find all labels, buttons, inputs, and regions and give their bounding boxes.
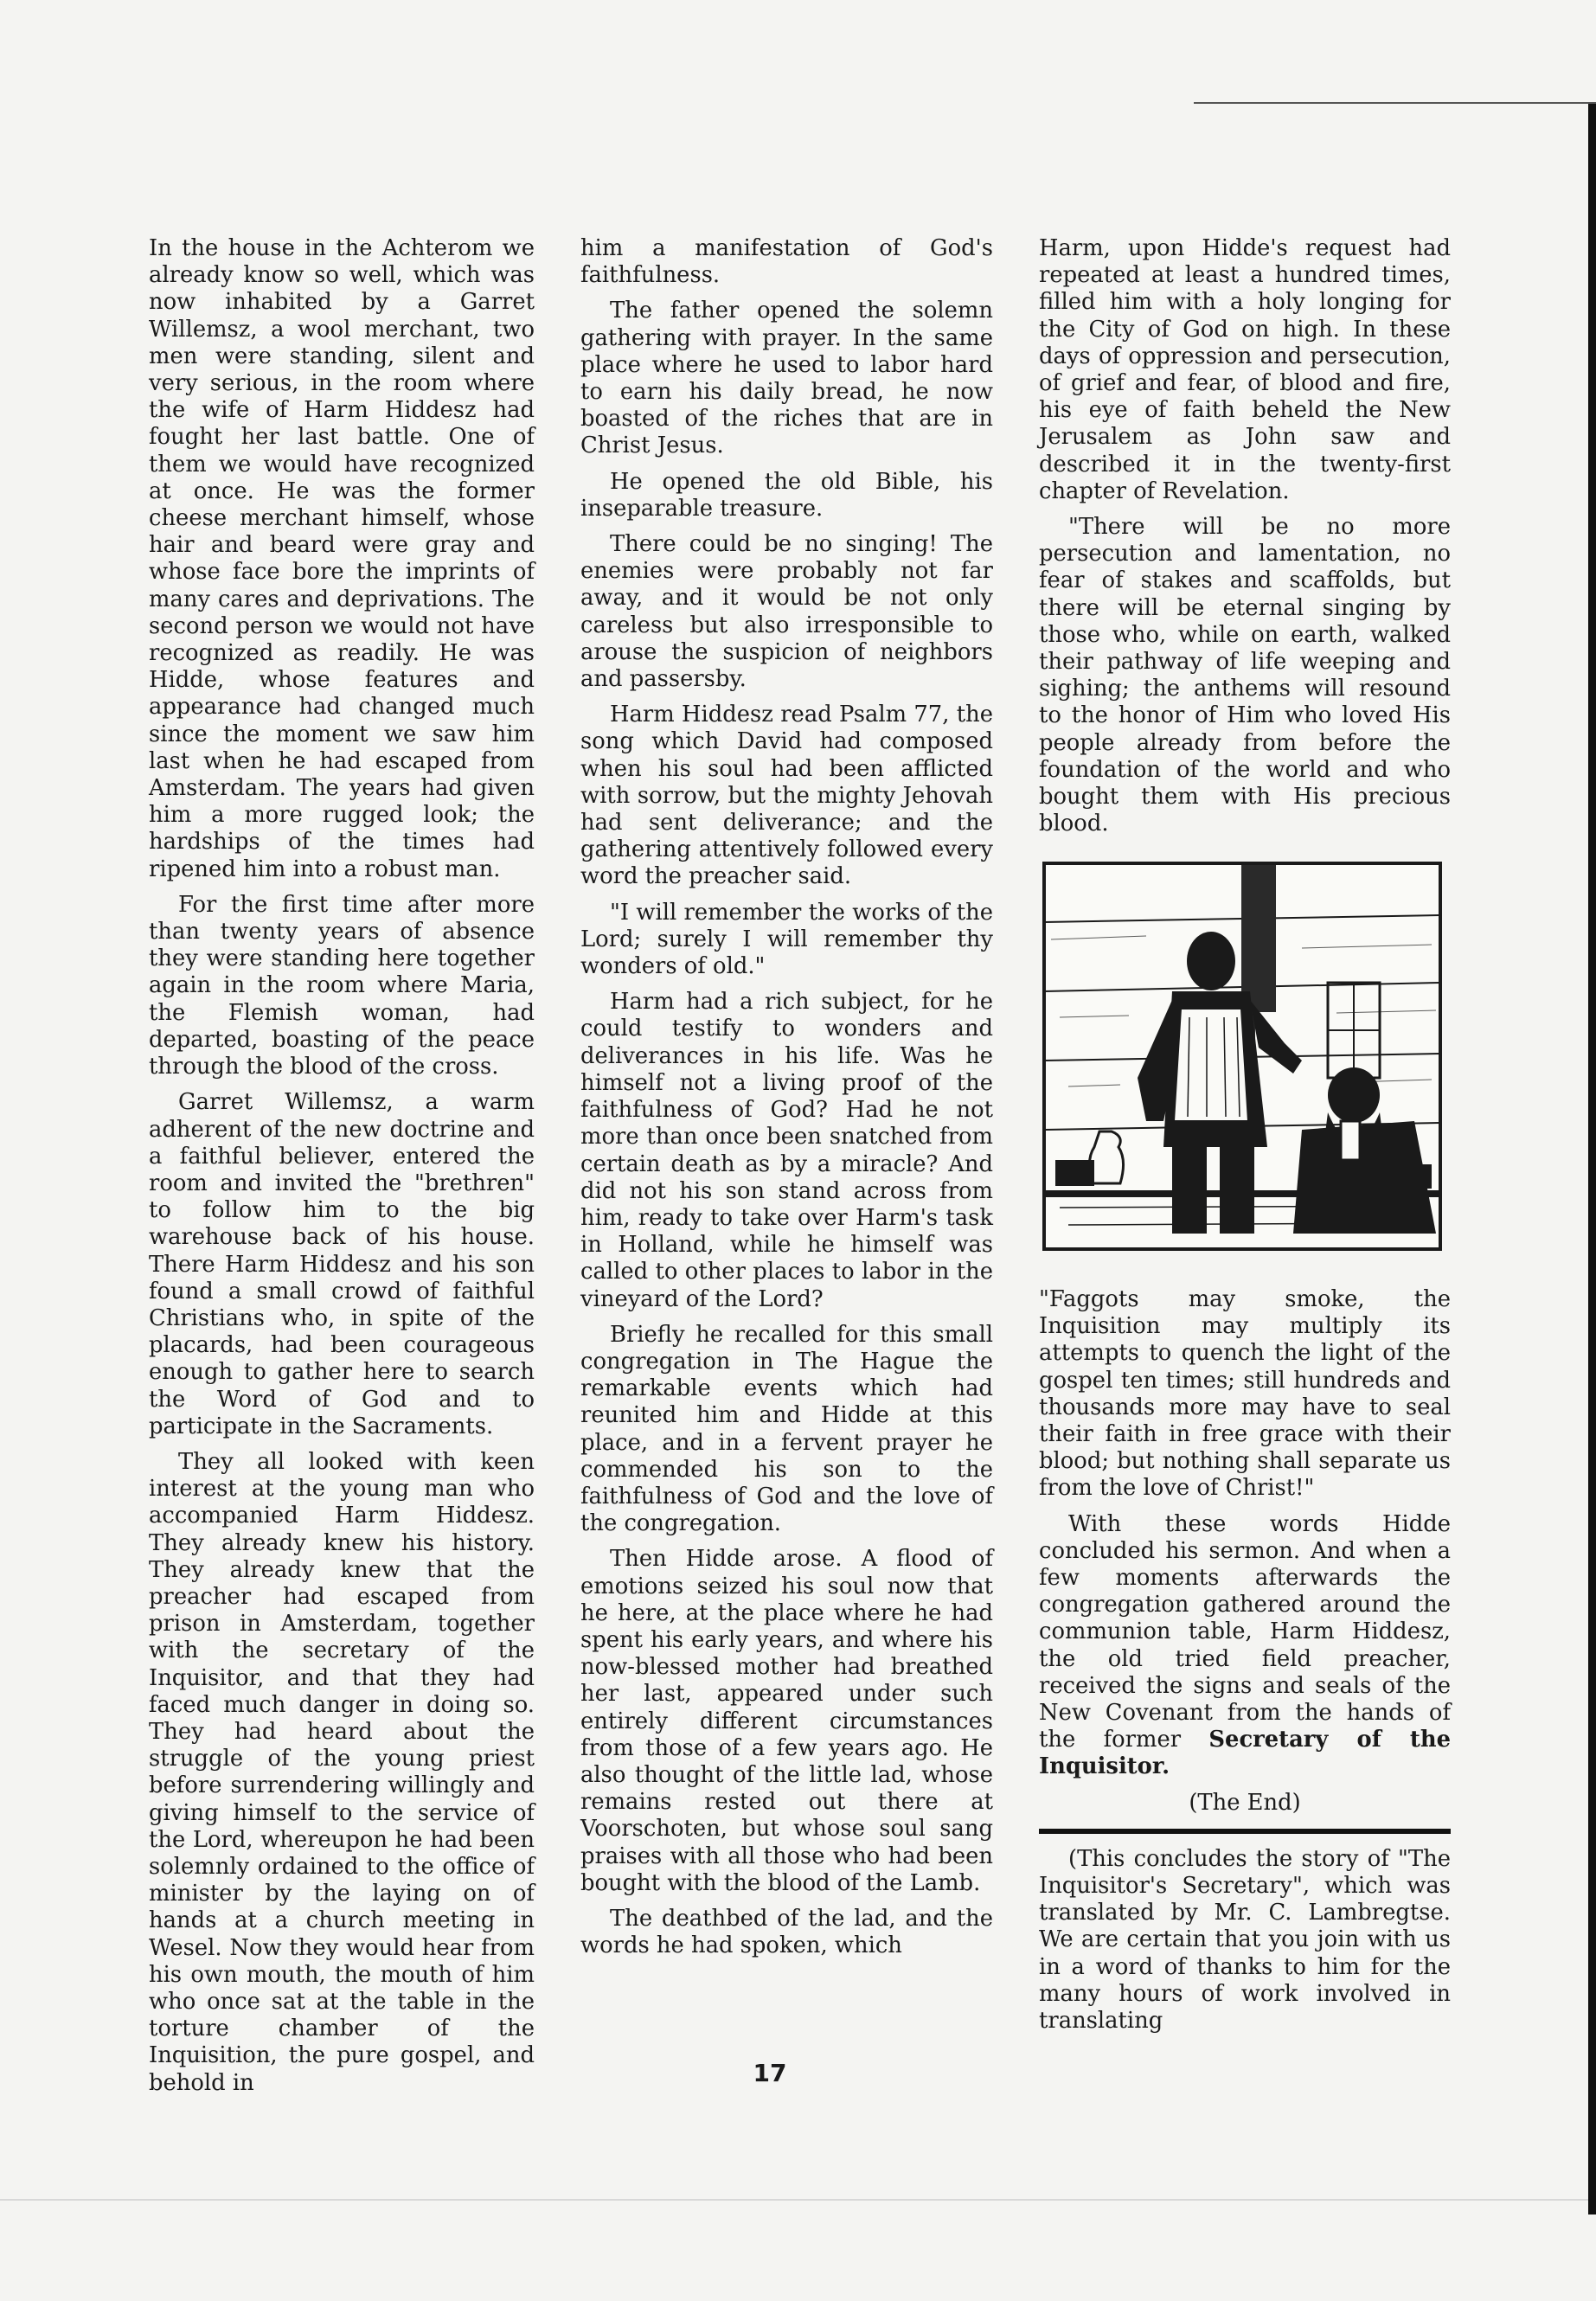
paragraph: The father opened the solemn gathering with prayer. In the same place where he used to labor hard to earn his daily bread, he now boasted of the riches that are in Christ Jesus. xyxy=(580,298,993,459)
paragraph: "I will remember the works of the Lord; surely I will remember thy wonders of old." xyxy=(580,899,993,980)
paragraph: Briefly he recalled for this small congregation in The Hague the remarkable events which had reunited him and Hidde at this place, and in a fervent prayer he commended his son to the faithfulness of God and the love of the congregation. xyxy=(580,1321,993,1537)
paragraph: The deathbed of the lad, and the words he had spoken, which xyxy=(580,1905,993,1959)
text-column-2 xyxy=(580,235,993,1968)
page-number: 17 xyxy=(753,2059,787,2087)
paragraph: There could be no singing! The enemies were probably not far away, and it would be not only careless but also irresponsible to arouse the suspicion of neighbors and passersby. xyxy=(580,531,993,693)
paragraph: He opened the old Bible, his inseparable treasure. xyxy=(580,468,993,522)
translator-note: (This concludes the story of "The Inquisitor's Secretary", which was translated by Mr. C. Lambregtse. We are certain that you join with us in a word of thanks to him for the many hours of work involved in translating xyxy=(1039,1845,1451,2035)
scan-edge-shadow xyxy=(1588,104,1596,2214)
closing-text: With these words Hidde concluded his sermon. And when a few moments afterwards the congregation gathered around the communion table, Harm Hiddesz, the old tried field preacher, received the signs and seals of the New Covenant from the hands of the former xyxy=(1039,1510,1451,1753)
paragraph: Harm had a rich subject, for he could testify to wonders and deliverances in his life. Was he himself not a living proof of the faithfulness of God? Had he not more than once been snatched from certain death as by a miracle? And did not his son stand across from him, ready to take over Harm's task in Holland, while he himself was called to other places to labor in the vineyard of the Lord? xyxy=(580,989,993,1312)
paragraph: "There will be no more persecution and lamentation, no fear of stakes and scaffolds, but there will be eternal singing by those who, while on earth, walked their pathway of life weeping and sighing; the anthems will resound to the honor of Him who loved His people already from before the foundation of the world and who bought them with His precious blood. xyxy=(1039,514,1451,837)
paragraph: They all looked with keen interest at the young man who accompanied Harm Hiddesz. They already knew his history. They already knew that the preacher had escaped from prison in Amsterdam, together with the secretary of the Inquisitor, and that they had faced much danger in doing so. They had heard about the struggle of the young priest before surrendering willingly and giving himself to the service of the Lord, whereupon he had been solemnly ordained to the office of minister by the laying on of hands at a church meeting in Wesel. Now they would hear from his own mouth, the mouth of him who once sat at the table in the torture chamber of the Inquisition, the pure gospel, and behold in xyxy=(149,1448,535,2096)
paragraph: him a manifestation of God's faithfulness. xyxy=(580,235,993,289)
paragraph: Then Hidde arose. A flood of emotions seized his soul now that he here, at the place where he had spent his early years, and where his now-blessed mother had breathed her last, appeared under such entirely different circumstances from those of a few years ago. He also thought of the little lad, whose remains rested out there at Voorschoten, but whose soul sang praises with all those who had been bought with the blood of the Lamb. xyxy=(580,1546,993,1896)
text-column-3-top xyxy=(1039,235,1451,846)
text-column-1 xyxy=(149,235,535,2106)
closing-bold-text: Secretary of the Inquisitor. xyxy=(1039,1727,1451,1780)
top-page-rule xyxy=(1194,102,1596,104)
paragraph: Garret Willemsz, a warm adherent of the new doctrine and a faithful believer, entered the room and invited the "brethren" to follow him to the big warehouse back of his house. There Harm Hiddesz and his son found a small crowd of faithful Christians who, in spite of the placards, had been courageous enough to gather here to search the Word of God and to participate in the Sacraments. xyxy=(149,1089,535,1439)
the-end-label: (The End) xyxy=(1189,1789,1301,1816)
paragraph: For the first time after more than twenty years of absence they were standing here together again in the room where Maria, the Flemish woman, had departed, boasting of the peace through the blood of the cross. xyxy=(149,891,535,1080)
paragraph: In the house in the Achterom we already know so well, which was now inhabited by a Garret Willemsz, a wool merchant, two men were standing, silent and very serious, in the room where the wife of Harm Hiddesz had fought her last battle. One of them we would have recognized at once. He was the former cheese merchant himself, whose hair and beard were gray and whose face bore the imprints of many cares and deprivations. The second person we would not have recognized as readily. He was Hidde, whose features and appearance had changed much since the moment we saw him last when he had escaped from Amsterdam. The years had given him a more rugged look; the hardships of the times had ripened him into a robust man. xyxy=(149,235,535,882)
end-rule xyxy=(1039,1829,1451,1834)
paragraph: "Faggots may smoke, the Inquisition may multiply its attempts to quench the light of the gospel ten times; still hundreds and thousands more may have to seal their faith in free grace with their blood; but nothing shall separate us from the love of Christ!" xyxy=(1039,1286,1451,1502)
bottom-page-rule xyxy=(0,2199,1588,2201)
text-column-3-bottom xyxy=(1039,1286,1451,2043)
paragraph: Harm Hiddesz read Psalm 77, the song which David had composed when his soul had been afflicted with sorrow, but the mighty Jehovah had sent deliverance; and the gathering attentively followed every word the preacher said. xyxy=(580,702,993,890)
paragraph: Harm, upon Hidde's request had repeated at least a hundred times, filled him with a holy longing for the City of God on high. In these days of oppression and persecution, of grief and fear, of blood and fire, his eye of faith beheld the New Jerusalem as John saw and described it in the twenty-first chapter of Revelation. xyxy=(1039,235,1451,504)
closing-paragraph xyxy=(1039,1511,1451,1781)
woodcut-illustration-icon xyxy=(1042,862,1442,1251)
